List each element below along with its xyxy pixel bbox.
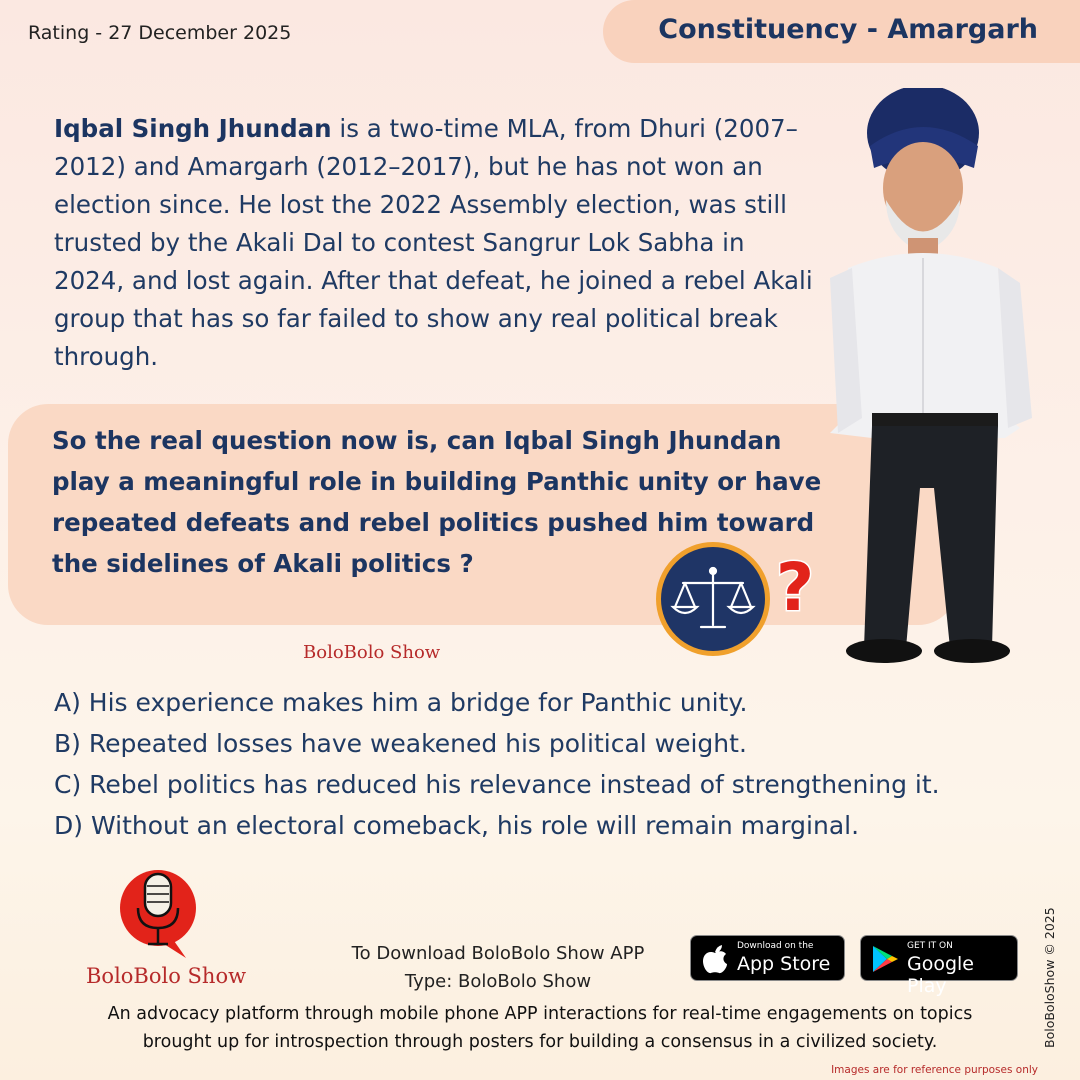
google-play-badge[interactable] [860,935,1018,997]
intro-text: is a two-time MLA, from Dhuri (2007–2012) and Amargarh (2012–2017), but he has not won an election since. He lost the 2022 Assembly election, was still trusted by the Akali Dal to contest Sangrur Lok Sabha in 2024, and lost again. After that defeat, he joined a rebel Akali group that has so far failed to show any real political break through. [54,114,813,371]
apple-icon [701,944,729,978]
poll-options [54,682,940,846]
platform-tagline [30,1000,1050,1056]
svg-text:?: ? [775,549,815,620]
footer-brand: BoloBolo Show [86,964,247,988]
politician-photo [810,88,1072,672]
copyright-vertical: BoloBoloShow © 2025 [1042,907,1057,1048]
candidate-name: Iqbal Singh Jhundan [54,114,332,143]
brand-watermark: BoloBolo Show [303,642,441,663]
google-play-big-text: Google Play [907,953,975,997]
image-disclaimer: Images are for reference purposes only [831,1064,1038,1076]
tagline-line-2: brought up for introspection through posters for building a consensus in a civilized society. [142,1032,938,1052]
poll-option-b[interactable]: B) Repeated losses have weakened his political weight. [54,729,747,758]
download-instructions [308,940,688,996]
rating-date: Rating - 27 December 2025 [28,22,292,44]
constituency-title: Constituency - Amargarh [658,14,1038,45]
poll-option-c[interactable]: C) Rebel politics has reduced his relevance instead of strengthening it. [54,770,940,799]
app-store-badge[interactable] [690,935,845,981]
google-play-small-text: GET IT ON [907,941,953,951]
google-play-icon [871,944,899,978]
intro-paragraph [54,110,814,376]
poll-option-d[interactable]: D) Without an electoral comeback, his role will remain marginal. [54,811,860,840]
poll-question: So the real question now is, can Iqbal Singh Jhundan play a meaningful role in building Panthic unity or have repeated defeats and rebel politics pushed him toward the sidelines of Akali politics ? [52,426,822,578]
scales-of-justice-icon [656,542,770,656]
app-store-big-text: App Store [737,953,831,975]
download-line-2: Type: BoloBolo Show [404,971,592,992]
microphone-logo-icon [116,866,200,966]
poll-option-a[interactable]: A) His experience makes him a bridge for Panthic unity. [54,688,748,717]
constituency-banner [603,0,1080,63]
tagline-line-1: An advocacy platform through mobile phone APP interactions for real-time engagements on topics [107,1004,973,1024]
app-store-small-text: Download on the [737,941,814,951]
download-line-1: To Download BoloBolo Show APP [351,943,645,964]
